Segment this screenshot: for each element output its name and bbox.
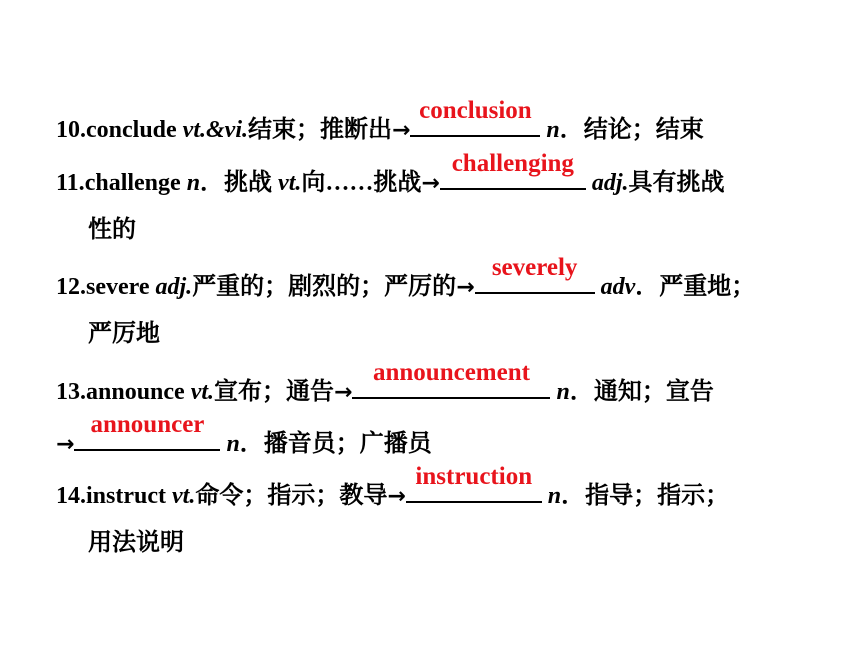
answer-blank	[440, 150, 586, 190]
entry-14	[56, 463, 730, 513]
answer-word: instruction	[415, 463, 533, 490]
entry-number: 12.	[56, 274, 86, 300]
headword: instruct	[86, 483, 166, 509]
answer-part-of-speech: n	[547, 483, 562, 509]
entry-13	[56, 359, 714, 409]
part-of-speech: vt.	[190, 379, 215, 405]
arrow-icon: →	[421, 171, 440, 196]
answer-meaning-continued: 用法说明	[88, 530, 184, 556]
arrow-icon: →	[456, 275, 475, 300]
answer-word: announcer	[90, 411, 205, 438]
arrow-icon: →	[56, 432, 75, 457]
arrow-icon: →	[334, 380, 353, 405]
answer-part-of-speech: adj.	[591, 170, 629, 196]
separator-dot: ．	[569, 379, 594, 405]
answer-meaning: 通知；宣告	[593, 379, 714, 405]
headword: challenge	[84, 170, 181, 196]
answer-blank	[352, 359, 550, 399]
answer-part-of-speech: n	[556, 379, 570, 405]
entry-11-continued	[88, 214, 136, 246]
answer-meaning: 指导；指示；	[585, 483, 730, 509]
meaning: 命令；指示；教导	[195, 483, 388, 509]
answer-part-of-speech: adv	[600, 274, 636, 300]
entry-13-second-answer	[56, 411, 432, 461]
part-of-speech: vt.&vi.	[182, 117, 248, 143]
meaning-2: 向……挑战	[301, 170, 422, 196]
separator-dot: ．	[561, 483, 586, 509]
entry-number: 10.	[56, 117, 86, 143]
entry-10	[56, 97, 704, 147]
answer-meaning: 严重地；	[659, 274, 756, 300]
entry-12-continued	[88, 318, 160, 350]
meaning: 宣布；通告	[214, 379, 335, 405]
answer-part-of-speech: n	[226, 431, 240, 457]
entry-number: 13.	[56, 379, 86, 405]
answer-blank	[74, 411, 220, 451]
entry-14-continued	[88, 527, 184, 559]
arrow-icon: →	[391, 118, 411, 143]
answer-word: conclusion	[419, 97, 532, 124]
part-of-speech: n	[186, 170, 201, 196]
meaning: 挑战	[224, 170, 273, 196]
separator-dot: ．	[559, 117, 584, 143]
answer-word: announcement	[372, 359, 530, 386]
answer-word: challenging	[451, 150, 574, 177]
part-of-speech: vt.	[172, 483, 196, 509]
answer-meaning: 播音员；广播员	[263, 431, 432, 457]
answer-meaning: 结论；结束	[583, 117, 704, 143]
entry-number: 14.	[56, 483, 86, 509]
meaning: 严重的；剧烈的；严厉的	[192, 274, 457, 300]
answer-blank	[410, 97, 540, 137]
meaning: 结束；推断出	[247, 117, 392, 143]
answer-blank	[475, 254, 595, 294]
answer-blank	[406, 463, 542, 503]
part-of-speech: adj.	[155, 274, 193, 300]
headword: conclude	[86, 117, 177, 143]
separator-dot: ．	[200, 170, 225, 196]
answer-meaning-continued: 性的	[88, 217, 136, 243]
answer-meaning: 具有挑战	[628, 170, 725, 196]
entry-11	[56, 150, 725, 200]
answer-meaning-continued: 严厉地	[88, 321, 160, 347]
entry-12	[56, 254, 756, 304]
answer-part-of-speech: n	[546, 117, 560, 143]
arrow-icon: →	[387, 484, 406, 509]
headword: severe	[86, 274, 150, 300]
part-of-speech-2: vt.	[278, 170, 302, 196]
separator-dot: ．	[239, 431, 264, 457]
answer-word: severely	[491, 254, 578, 281]
headword: announce	[86, 379, 185, 405]
separator-dot: ．	[635, 274, 660, 300]
entry-number: 11.	[56, 170, 85, 196]
